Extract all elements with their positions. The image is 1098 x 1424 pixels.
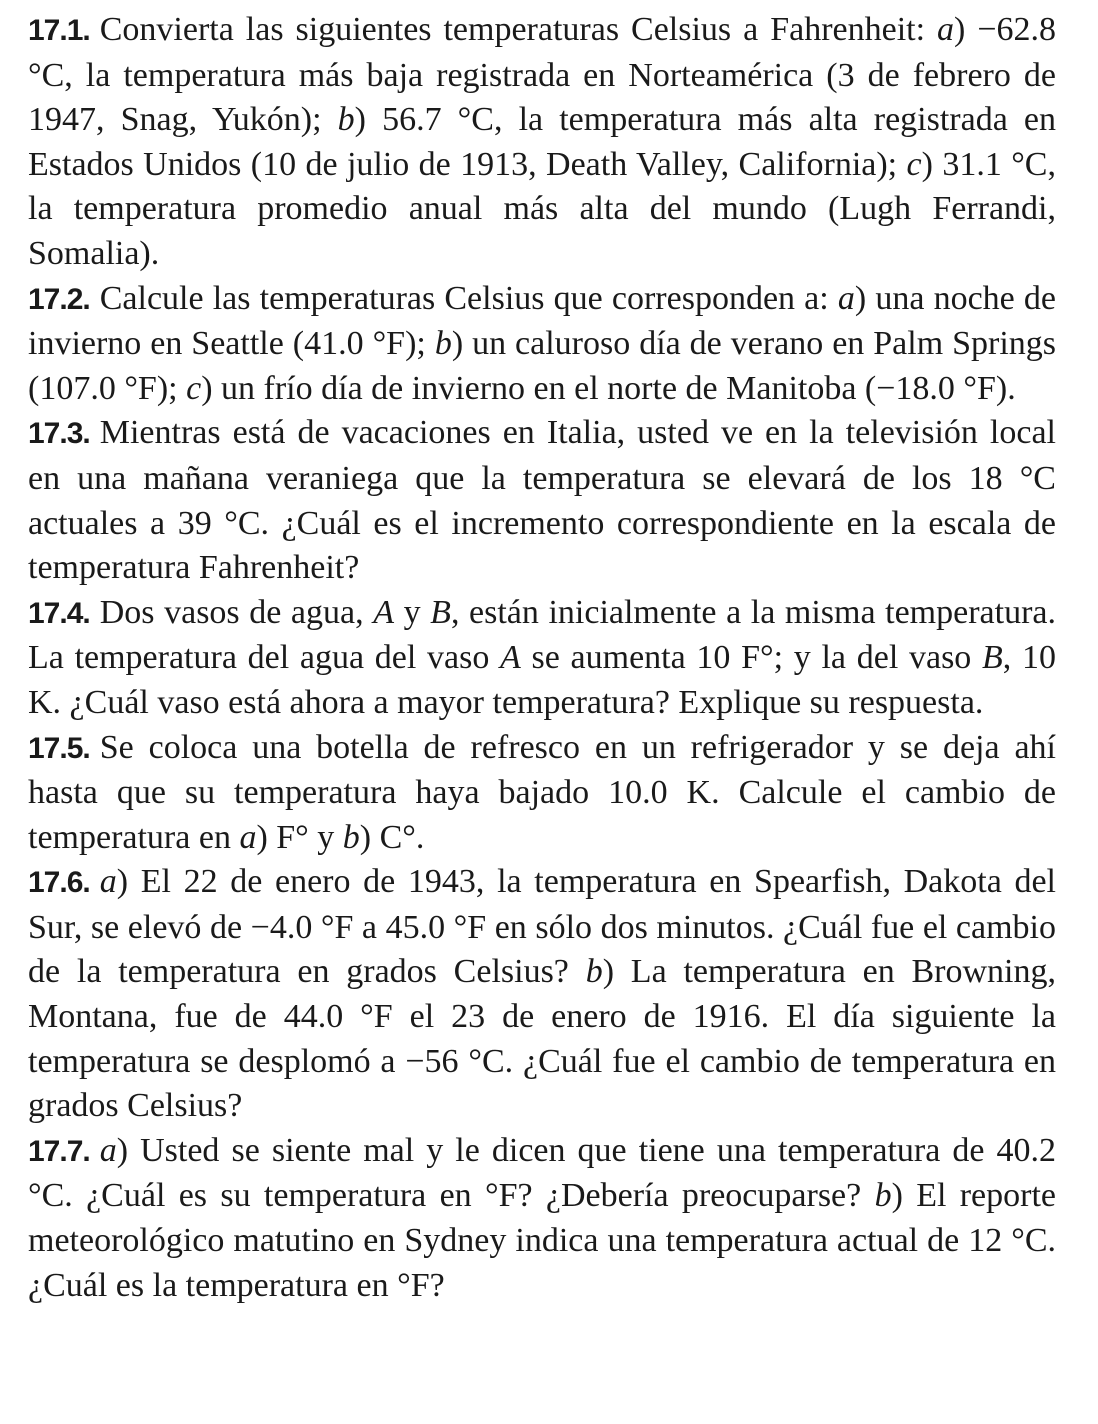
problem-number: 17.1. bbox=[28, 14, 90, 47]
problem-17-5 bbox=[28, 726, 1056, 861]
part-label: a bbox=[239, 818, 257, 856]
variable-label: B bbox=[430, 593, 451, 631]
problem-text: ) un frío día de invierno en el norte de Manitoba (−18.0 °F). bbox=[201, 369, 1016, 407]
variable-label: A bbox=[373, 593, 394, 631]
problem-text: ) 56.7 °C, la temperatura más alta registrada en Estados Unidos (10 de julio de 1913, Death Valley, California); bbox=[28, 101, 1056, 183]
problem-text: ) La temperatura en Browning, Montana, fue de 44.0 °F el 23 de enero de 1916. El día siguiente la temperatura se desplomó a −56 °C. ¿Cuál fue el cambio de temperatura en grados Celsius? bbox=[28, 953, 1056, 1125]
problem-text: ) C°. bbox=[359, 818, 425, 856]
exercise-list bbox=[28, 8, 1056, 1308]
problem-number: 17.5. bbox=[28, 731, 90, 765]
problem-text: ) F° y bbox=[256, 818, 343, 856]
problem-17-2 bbox=[28, 277, 1056, 412]
problem-number: 17.2. bbox=[28, 282, 90, 316]
problem-text: se aumenta 10 F°; y la del vaso bbox=[520, 639, 983, 677]
part-label: b bbox=[337, 101, 355, 139]
problem-text: ) El 22 de enero de 1943, la temperatura en Spearfish, Dakota del Sur, se elevó de −4.0 °F a 45.0 °F en sólo dos minutos. ¿Cuál fue el cambio de la temperatura en grados Celsius? bbox=[28, 863, 1056, 991]
problem-text: ) una noche de invierno en Seattle (41.0 °F); bbox=[28, 279, 1057, 363]
part-label: a bbox=[837, 279, 855, 317]
problem-text: ) El reporte meteorológico matutino en Sydney indica una temperatura actual de 12 °C. ¿Cuál es la temperatura en °F? bbox=[28, 1177, 1057, 1304]
part-label: b bbox=[434, 325, 452, 363]
part-label: a bbox=[99, 863, 117, 901]
problem-text: ) −62.8 °C, la temperatura más baja registrada en Norteamérica (3 de febrero de 1947, Snag, Yukón); bbox=[28, 11, 1057, 139]
problem-text: ) un caluroso día de verano en Palm Springs (107.0 °F); bbox=[28, 325, 1057, 407]
problem-17-6 bbox=[28, 860, 1056, 1129]
problem-text: ) 31.1 °C, la temperatura promedio anual más alta del mundo (Lugh Ferrandi, Somalia). bbox=[28, 145, 1056, 272]
part-label: a bbox=[937, 11, 955, 48]
part-label: c bbox=[186, 369, 202, 407]
part-label: c bbox=[906, 145, 922, 183]
problem-17-4 bbox=[28, 591, 1056, 726]
variable-label: B bbox=[982, 639, 1003, 677]
problem-number: 17.4. bbox=[28, 596, 90, 630]
part-label: b bbox=[342, 818, 360, 856]
problem-number: 17.3. bbox=[28, 417, 90, 451]
problem-text: Calcule las temperaturas Celsius que corresponden a: bbox=[99, 279, 838, 317]
problem-text: Dos vasos de agua, bbox=[99, 593, 374, 631]
problem-text: , 10 K. ¿Cuál vaso está ahora a mayor temperatura? Explique su respuesta. bbox=[28, 639, 1057, 721]
problem-number: 17.6. bbox=[28, 866, 90, 900]
problem-text: Mientras está de vacaciones en Italia, usted ve en la televisión local en una mañana veraniega que la temperatura se elevará de los 18 °C actuales a 39 °C. ¿Cuál es el incremento correspondiente en la escala de temperatura Fahrenheit? bbox=[28, 414, 1056, 587]
problem-number: 17.7. bbox=[28, 1134, 90, 1168]
part-label: b bbox=[874, 1177, 892, 1215]
problem-text: ) Usted se siente mal y le dicen que tiene una temperatura de 40.2 °C. ¿Cuál es su temperatura en °F? ¿Debería preocuparse? bbox=[28, 1131, 1056, 1215]
problem-17-1 bbox=[28, 8, 1056, 277]
variable-label: A bbox=[500, 639, 521, 677]
part-label: b bbox=[585, 953, 603, 991]
problem-17-7 bbox=[28, 1129, 1056, 1308]
problem-text: , están inicialmente a la misma temperatura. La temperatura del agua del vaso bbox=[28, 593, 1056, 677]
problem-text: y bbox=[393, 593, 431, 631]
problem-17-3 bbox=[28, 411, 1056, 590]
problem-text: Convierta las siguientes temperaturas Celsius a Fahrenheit: bbox=[99, 11, 938, 48]
part-label: a bbox=[99, 1131, 117, 1169]
problem-text: Se coloca una botella de refresco en un refrigerador y se deja ahí hasta que su temperatura haya bajado 10.0 K. Calcule el cambio de temperatura en bbox=[28, 728, 1056, 856]
